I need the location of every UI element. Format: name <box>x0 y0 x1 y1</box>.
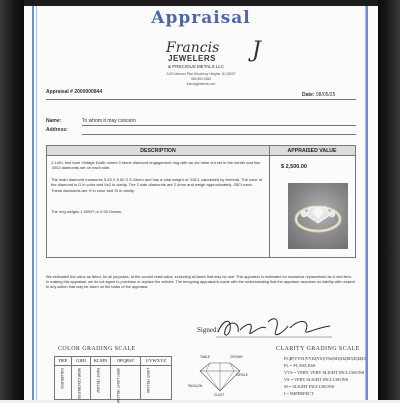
store-phone: 856-853-0266 <box>191 77 211 81</box>
appraisal-number <box>46 89 102 95</box>
color-descriptor-4: VERY LIGHT YELLOW <box>111 365 141 399</box>
diagram-table-label: TABLE <box>200 355 210 359</box>
appraisal-date <box>302 92 335 98</box>
clarity-line-3: VS = VERY SLIGHT INCLUSIONS <box>284 377 349 382</box>
diagram-girdle-label: GIRDLE <box>236 373 248 377</box>
diamond-diagram <box>184 353 256 400</box>
date-label: Date: <box>302 92 315 98</box>
clarity-line-4: SI = SLIGHT INCLUSIONS <box>284 384 335 389</box>
description-header: DESCRIPTION <box>47 146 269 156</box>
logo-script-name: Francis <box>166 40 220 56</box>
name-label: Name: <box>46 118 62 124</box>
logo-jewelers: JEWELERS <box>168 54 217 63</box>
clarity-scale-row: FL|IF|VVS1|VVS2|VS1|VS2|SI1|SI2|SI3|I1|I2|I3 <box>284 356 366 361</box>
address-label: Address: <box>46 127 68 133</box>
color-group-3: KLMN <box>91 357 111 365</box>
color-group-1: DEF <box>55 357 72 365</box>
value-header: APPRAISED VALUE <box>269 146 355 156</box>
appraisal-number-label: Appraisal # <box>46 89 73 95</box>
address-rule <box>82 134 356 135</box>
logo-j-letter: J <box>252 38 261 63</box>
signature-image <box>214 312 334 342</box>
store-address: 2420 Mannon Pike Woodbury Heights, NJ 08097 <box>166 72 236 76</box>
color-descriptor-2: NEAR COLORLESS <box>72 365 91 399</box>
binder-right-edge <box>378 0 400 400</box>
header-rule <box>46 99 356 100</box>
binder-left-edge <box>0 0 24 400</box>
description-paragraph-3: The ring weighs 1.90WT or 2.95 Grams. <box>51 209 123 214</box>
name-rule <box>82 125 356 126</box>
page-title: Appraisal <box>151 8 251 28</box>
ring-image <box>288 183 348 249</box>
clarity-grading-scale <box>284 356 368 400</box>
appraisal-sheet <box>24 6 378 403</box>
logo-precious-metals: & PRECIOUS METALS LLC <box>168 64 225 69</box>
appraised-value: $ 2,500.00 <box>281 164 307 170</box>
diagram-culet-label: CULET <box>214 393 225 397</box>
clarity-line-2: VVS = VERY, VERY SLIGHT INCLUSIONS <box>284 370 365 375</box>
color-descriptor-3: FAINT YELLOW <box>91 365 111 399</box>
disclaimer-text: We estimated the value as listed, for all purposes, at the current retail value, excluding all taxes that may be due. This appraiser is estimated for insurance replacement as a new item. In making this appraisal, we do not agree to purchase or replace the articles. The foregoing appraisal is made with the understanding that the appraiser assumes no liability with respect to any action that may be taken on the basis of the appraisal. <box>46 275 355 290</box>
appraisal-number-value: 2000000844 <box>74 89 103 95</box>
color-group-2: GHIJ <box>72 357 91 365</box>
clarity-line-5: I = IMPERFECT <box>284 391 314 396</box>
color-descriptor-1: COLORLESS <box>55 365 72 399</box>
color-grading-scale <box>54 356 172 403</box>
diagram-pavilion-label: PAVILION <box>188 384 203 388</box>
diagram-crown-label: CROWN <box>230 355 243 359</box>
color-group-5: UVWXYZ <box>145 358 167 363</box>
ring-photo <box>288 183 348 249</box>
column-divider <box>269 146 270 257</box>
store-website: francisjjewelers.com <box>186 82 216 86</box>
store-logo <box>166 40 286 100</box>
color-group-4: OPQRST <box>111 357 141 365</box>
signed-label: Signed: <box>197 326 219 334</box>
name-value: To whom it may concern <box>82 118 136 124</box>
color-grading-title: COLOR GRADING SCALE <box>58 346 136 352</box>
appraisal-table <box>46 145 356 258</box>
description-paragraph-2: The main diamond measures 5.53 X 5.50 X 3.43mm and has a total weight of .63Ct. calculated by formula. The color of the diamond is G in color and Vs2 in clarity. The 2 side diamonds are 2.4mm and weigh approximately .05Ct each. These diamonds are H in color and SI in clarity. <box>51 177 263 193</box>
description-paragraph-1: 1-14Kt. two tone Vintage Earth mined 3 stone diamond engagement ring with an old mine cut set in the center and two .05Ct diamonds set on each side. <box>51 160 261 171</box>
color-descriptor-5: LIGHT YELLOW <box>141 365 171 399</box>
date-value: 08/05/25 <box>315 92 336 98</box>
clarity-line-1: FL = FLAWLESS <box>284 363 316 368</box>
clarity-grading-title: CLARITY GRADING SCALE <box>276 346 360 352</box>
